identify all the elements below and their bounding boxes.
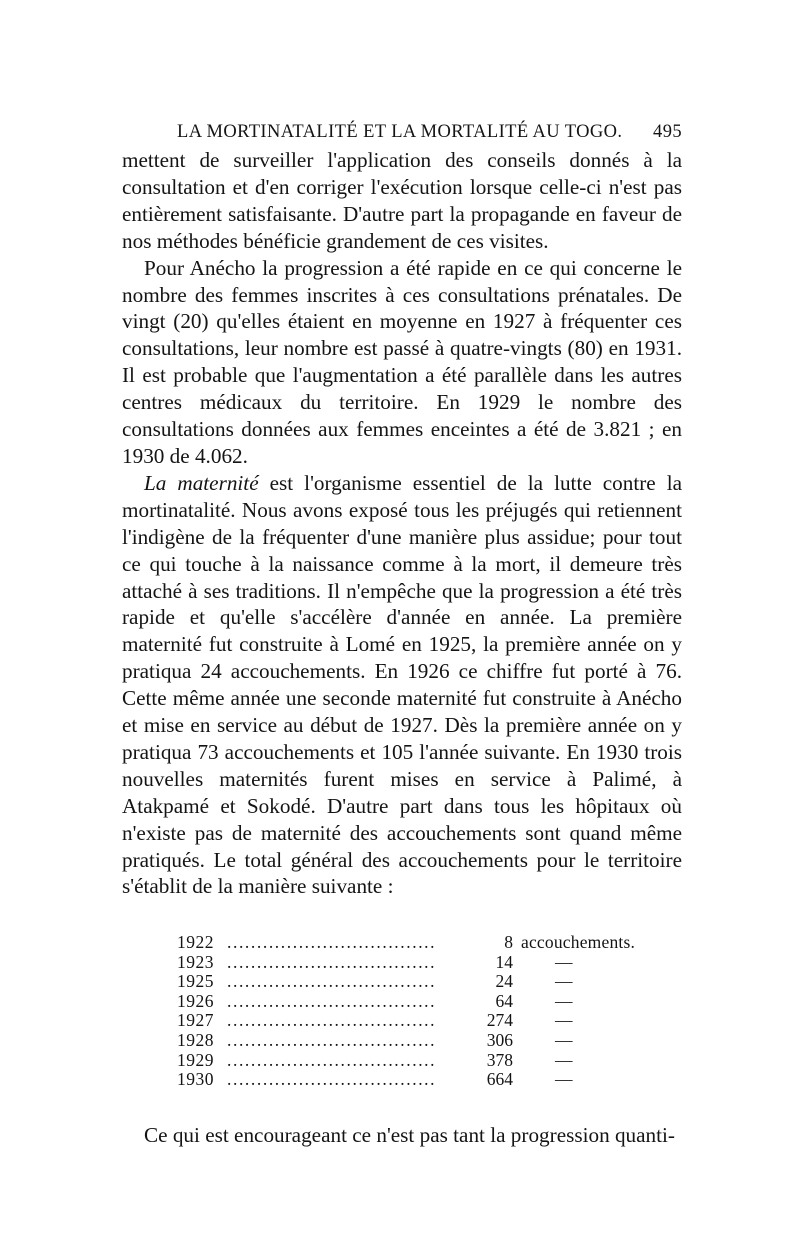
year-cell: 1925 — [177, 971, 214, 992]
year-cell: 1923 — [177, 951, 214, 972]
dot-leader: ................................... — [227, 991, 437, 1011]
paragraph: mettent de surveiller l'application des conseils donnés à la consultation et d'en corriger l'exécution lorsque celle-ci n'est pas entièrement satisfaisante. D'autre part la propagande en faveur de nos méthodes bénéficie grandement de ces visites. — [122, 148, 682, 253]
dot-leader: ................................... — [227, 933, 437, 952]
dot-leader: ................................... — [227, 1030, 437, 1050]
paragraph — [122, 470, 682, 901]
paragraph: Pour Anécho la progression a été rapide en ce qui concerne le nombre des femmes inscrites à ces consultations prénatales. De vingt (20) qu'elles étaient en moyenne en 1927 à fréquenter ces consultations, leur nombre est passé à quatre-vingts (80) en 1931. Il est probable que l'augmentation a été parallèle dans les autres centres médicaux du territoire. En 1929 le nombre des consultations données aux femmes enceintes a été de 3.821 ; en 1930 de 4.062. — [122, 255, 682, 468]
dot-leader: ................................... — [227, 1050, 437, 1070]
ditto-mark: — — [555, 951, 573, 972]
count-cell: 274 — [486, 1010, 513, 1031]
table-row — [177, 953, 637, 973]
count-cell: 64 — [495, 990, 513, 1011]
table-row — [177, 972, 637, 992]
year-cell: 1927 — [177, 1010, 214, 1031]
ditto-mark: — — [555, 971, 573, 992]
year-cell: 1922 — [177, 932, 214, 952]
year-cell: 1929 — [177, 1049, 214, 1070]
dot-leader: ................................... — [227, 1011, 437, 1031]
table-row — [177, 1051, 637, 1071]
emphasis-term: La maternité — [144, 470, 259, 495]
births-table — [177, 933, 637, 1090]
year-cell: 1930 — [177, 1069, 214, 1090]
closing-line: Ce qui est encourageant ce n'est pas tant la progression quanti- — [144, 1123, 675, 1147]
dot-leader: ................................... — [227, 972, 437, 992]
count-cell: 24 — [495, 971, 513, 992]
ditto-mark: — — [555, 990, 573, 1011]
year-cell: 1926 — [177, 990, 214, 1011]
dot-leader: ................................... — [227, 952, 437, 972]
table-row — [177, 1011, 637, 1031]
running-title: LA MORTINATALITÉ ET LA MORTALITÉ AU TOGO. — [177, 122, 623, 142]
ditto-mark: — — [555, 1049, 573, 1070]
count-cell: 14 — [495, 951, 513, 972]
count-cell: 306 — [486, 1029, 513, 1050]
count-cell: 378 — [486, 1049, 513, 1070]
year-cell: 1928 — [177, 1029, 214, 1050]
paragraph-text: est l'organisme essentiel de la lutte contre la mortinatalité. Nous avons exposé tous les préjugés qui retiennent l'indigène de la fréquenter d'une manière plus assidue; pour tout ce qui touche à la naissance comme à la mort, il demeure très attaché à ses traditions. Il n'empêche que la progression a été très rapide et qu'elle s'accélère d'année en année. La première maternité fut construite à Lomé en 1925, la première année on y pratiqua 24 accouchements. En 1926 ce chiffre fut porté à 76. Cette même année une seconde maternité fut construite à Anécho et mise en service au début de 1927. Dès la première année on y pratiqua 73 accouchements et 105 l'année suivante. En 1930 trois nouvelles maternités furent mises en service à Palimé, à Atakpamé et Sokodé. D'autre part dans tous les hôpitaux où n'existe pas de maternité des accouchements sont quand même pratiqués. Le total général des accouchements pour le territoire s'établit de la manière suivante : — [122, 470, 682, 899]
ditto-mark: — — [555, 1029, 573, 1050]
dot-leader: ................................... — [227, 1070, 437, 1090]
count-cell: 8 — [504, 932, 513, 952]
table-row — [177, 992, 637, 1012]
table-row — [177, 1070, 637, 1090]
table-row — [177, 1031, 637, 1051]
ditto-mark: — — [555, 1010, 573, 1031]
body-text — [122, 147, 682, 900]
count-cell: 664 — [486, 1069, 513, 1090]
table-row — [177, 933, 637, 953]
unit-label: accouchements. — [521, 932, 636, 952]
ditto-mark: — — [555, 1069, 573, 1090]
running-header — [177, 115, 682, 149]
page-number: 495 — [653, 122, 682, 142]
